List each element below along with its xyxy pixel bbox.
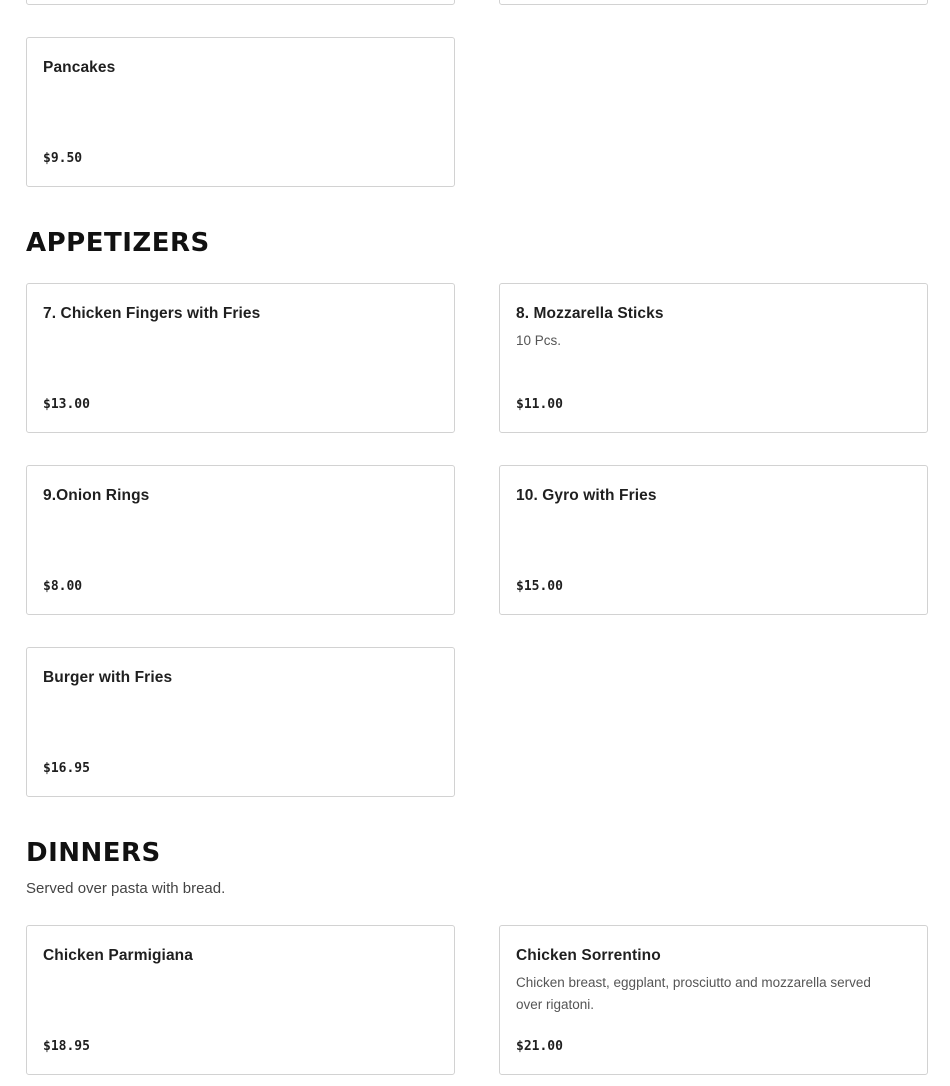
menu-item-price: $13.00 [43,397,90,412]
section-description: Served over pasta with bread. [26,880,226,897]
menu-item-price: $18.95 [43,1039,90,1054]
menu-item-card-partial-left[interactable] [26,0,455,5]
menu-item-name: 9.Onion Rings [43,487,150,504]
menu-item-card[interactable] [26,647,455,797]
menu-item-name: 8. Mozzarella Sticks [516,305,664,322]
menu-item-name: Chicken Sorrentino [516,947,661,964]
menu-item-name: Pancakes [43,59,116,76]
menu-item-description: Chicken breast, eggplant, prosciutto and mozzarella served over rigatoni. [516,975,871,1012]
menu-item-name: 10. Gyro with Fries [516,487,657,504]
menu-item-name: 7. Chicken Fingers with Fries [43,305,261,322]
menu-item-name: Burger with Fries [43,669,173,686]
menu-item-card-partial-right[interactable] [499,0,928,5]
section-title-appetizers: APPETIZERS [26,228,210,258]
menu-item-price: $9.50 [43,151,83,166]
menu-item-card[interactable] [499,465,928,615]
menu-item-card[interactable] [499,283,928,433]
menu-item-price: $16.95 [43,761,90,776]
menu-item-card[interactable] [499,925,928,1075]
menu-item-price: $8.00 [43,579,83,594]
menu-item-name: Chicken Parmigiana [43,947,193,964]
menu-item-description: 10 Pcs. [516,333,562,348]
section-title-dinners: DINNERS [26,838,161,868]
menu-item-price: $15.00 [516,579,563,594]
menu-item-card[interactable] [26,283,455,433]
menu-item-card[interactable] [26,37,455,187]
menu-item-price: $21.00 [516,1039,563,1054]
menu-item-card[interactable] [26,925,455,1075]
menu-item-card[interactable] [26,465,455,615]
menu-item-price: $11.00 [516,397,563,412]
